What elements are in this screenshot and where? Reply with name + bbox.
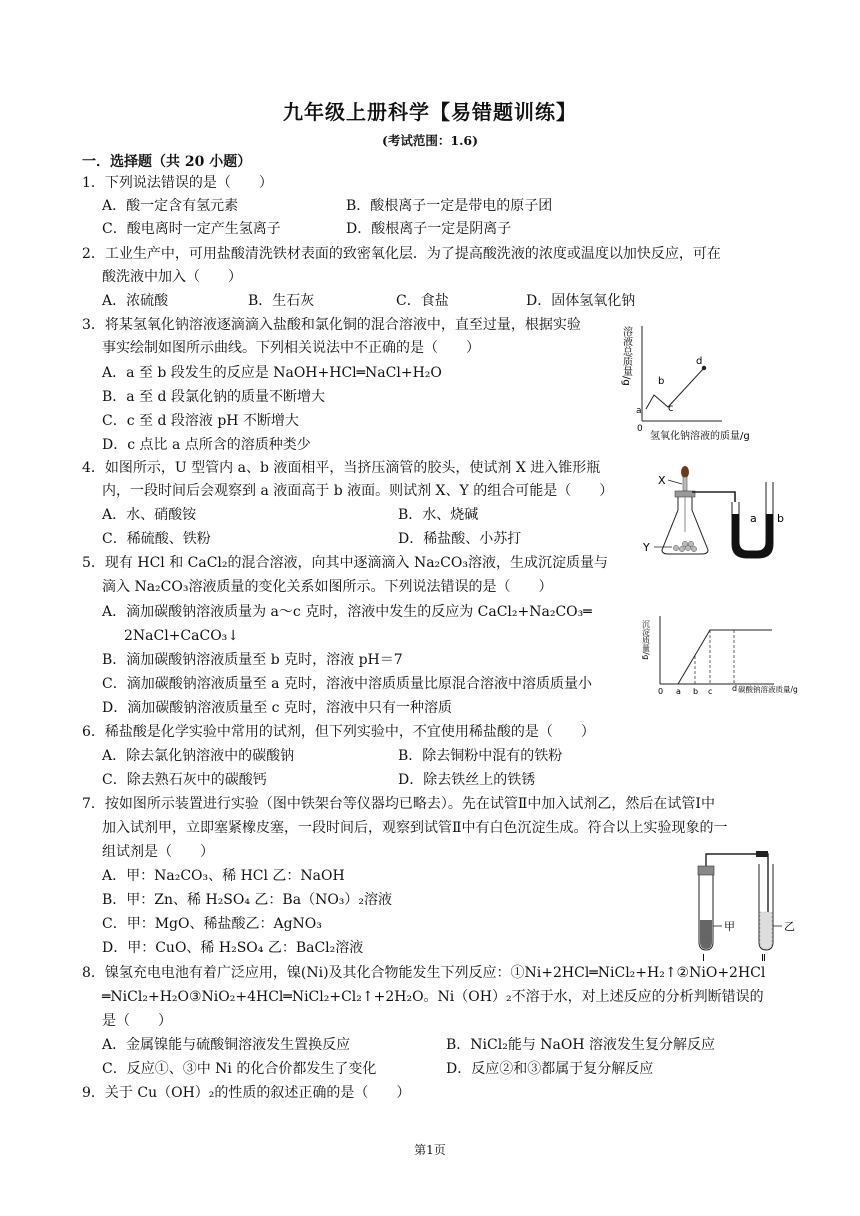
q3-stem-line1: 3．将某氢氧化钠溶液逐滴滴入盐酸和氯化铜的混合溶液中，直至过量，根据实验 <box>82 317 581 333</box>
q5-tick-d: d <box>732 684 738 693</box>
q6-option-b: B．除去铜粉中混有的铁粉 <box>398 748 563 764</box>
q8-stem-line2: ═NiCl₂+H₂O③NiO₂+4HCl═NiCl₂+Cl₂↑+2H₂O。Ni（OH）₂不溶于水，对上述反应的分析判断错误的 <box>102 989 764 1005</box>
q8-option-a: A．金属镍能与硫酸铜溶液发生置换反应 <box>102 1037 351 1053</box>
q2-option-c: C．食盐 <box>396 293 449 309</box>
q3-option-c: C．c 至 d 段溶液 pH 不断增大 <box>102 413 299 429</box>
q5-graph <box>641 608 798 708</box>
q5-x-label: 碳酸钠溶液质量/g <box>738 685 798 694</box>
q6-option-c: C．除去熟石灰中的碳酸钙 <box>102 772 267 788</box>
q5-option-d: D．滴加碳酸钠溶液质量至 c 克时，溶液中只有一种溶质 <box>102 700 452 716</box>
q4-option-a: A．水、硝酸铵 <box>102 507 197 523</box>
q4-label-x: X <box>658 474 666 487</box>
q7-label-yi: 乙 <box>784 920 795 933</box>
q1-option-a: A．酸一定含有氢元素 <box>102 198 239 214</box>
q5-tick-c: c <box>708 687 713 696</box>
q4-label-y: Y <box>643 541 650 554</box>
q2-option-b: B．生石灰 <box>248 293 315 309</box>
q3-option-a: A．a 至 b 段发生的反应是 NaOH+HCl═NaCl+H₂O <box>102 365 442 381</box>
q7-stem-line1: 7．按如图所示装置进行实验（图中铁架台等仪器均已略去）。先在试管Ⅱ中加入试剂乙，然后在试管Ⅰ中 <box>82 796 715 812</box>
q7-connector-joint <box>756 851 768 857</box>
q3-stem-line2: 事实绘制如图所示曲线。下列相关说法中不正确的是（ ） <box>102 340 480 356</box>
q2-stem-line2: 酸洗液中加入（ ） <box>102 269 242 285</box>
q4-option-d: D．稀盐酸、小苏打 <box>398 531 522 547</box>
q5-stem-line2: 滴入 Na₂CO₃溶液质量的变化关系如图所示。下列说法错误的是（ ） <box>102 579 553 595</box>
q4-label-a: a <box>750 512 757 525</box>
q7-option-d: D．甲：CuO、稀 H₂SO₄ 乙：BaCl₂溶液 <box>102 940 364 956</box>
q3-curve <box>646 368 704 409</box>
q3-x-label: 氢氧化钠溶液的质量/g <box>650 431 750 442</box>
q5-option-c: C．滴加碳酸钠溶液质量至 a 克时，溶液中溶质质量比原混合溶液中溶质质量小 <box>102 676 592 692</box>
page-number: 第1页 <box>414 1143 446 1157</box>
q1-option-d: D．酸根离子一定是阴离子 <box>346 221 512 237</box>
q7-stem-line2: 加入试剂甲，立即塞紧橡皮塞，一段时间后，观察到试管Ⅱ中有白色沉淀生成。符合以上实验现象的一 <box>102 820 728 836</box>
q4-stem-line1: 4．如图所示，U 型管内 a、b 液面相平，当挤压滴管的胶头，使试剂 X 进入锥形瓶 <box>82 460 601 476</box>
q5-option-b: B．滴加碳酸钠溶液质量至 b 克时，溶液 pH＝7 <box>102 652 403 668</box>
q2-option-a: A．浓硫酸 <box>102 293 169 309</box>
q7-option-b: B．甲：Zn、稀 H₂SO₄ 乙：Ba（NO₃）₂溶液 <box>102 892 393 908</box>
section-heading: 一．选择题（共 20 小题） <box>82 154 252 170</box>
q8-stem-line3: 是（ ） <box>102 1013 172 1029</box>
q8-option-b: B．NiCl₂能与 NaOH 溶液发生复分解反应 <box>446 1037 716 1053</box>
q7-tube-2-liquid <box>760 912 772 949</box>
q5-curve <box>660 630 772 684</box>
q3-y-label: 溶液总质量/g <box>620 326 632 386</box>
q3-label-d: d <box>696 356 703 367</box>
q3-label-b: b <box>658 376 665 387</box>
q5-tick-b: b <box>693 687 699 696</box>
q8-option-d: D．反应②和③都属于复分解反应 <box>446 1061 654 1077</box>
q1-option-c: C．酸电离时一定产生氢离子 <box>102 221 281 237</box>
q3-option-d: D．c 点比 a 点所含的溶质种类少 <box>102 437 311 453</box>
q2-stem-line1: 2．工业生产中，可用盐酸清洗铁材表面的致密氧化层．为了提高酸洗液的浓度或温度以加快反应，可在 <box>82 246 721 262</box>
q4-dropper-bulb <box>681 466 689 478</box>
q5-tick-0: 0 <box>658 687 664 696</box>
q7-stopper <box>698 866 714 875</box>
q9-stem: 9．关于 Cu（OH）₂的性质的叙述正确的是（ ） <box>82 1085 411 1101</box>
q3-graph <box>620 318 774 448</box>
q6-option-d: D．除去铁丝上的铁锈 <box>398 772 536 788</box>
q3-origin: 0 <box>637 424 643 434</box>
q8-stem-line1: 8．镍氢充电电池有着广泛应用，镍(Ni)及其化合物能发生下列反应：①Ni+2HCl═NiCl₂+H₂↑②NiO+2HCl <box>82 965 766 981</box>
q5-option-a-line2: 2NaCl+CaCO₃↓ <box>124 628 240 644</box>
q3-label-c: c <box>668 403 674 414</box>
q3-label-a: a <box>636 406 642 416</box>
q4-option-b: B．水、烧碱 <box>398 507 479 523</box>
q5-stem-line1: 5．现有 HCl 和 CaCl₂的混合溶液，向其中逐滴滴入 Na₂CO₃溶液，生成沉淀质量与 <box>82 555 608 571</box>
q3-option-b: B．a 至 d 段氯化钠的质量不断增大 <box>102 389 325 405</box>
q1-stem: 1．下列说法错误的是（ ） <box>82 175 273 191</box>
q4-label-b: b <box>777 512 784 525</box>
q4-option-c: C．稀硫酸、铁粉 <box>102 531 211 547</box>
q4-apparatus <box>640 462 800 562</box>
q4-stem-line2: 内，一段时间后会观察到 a 液面高于 b 液面。则试剂 X、Y 的组合可能是（ ） <box>102 483 614 499</box>
q6-stem: 6．稀盐酸是化学实验中常用的试剂，但下列实验中，不宜使用稀盐酸的是（ ） <box>82 724 595 740</box>
q5-tick-a: a <box>676 687 681 696</box>
q3-point-d <box>702 366 706 370</box>
q7-label-jia: 甲 <box>724 920 735 933</box>
q8-option-c: C．反应①、③中 Ni 的化合价都发生了变化 <box>102 1061 377 1077</box>
exam-scope: (考试范围：1.6) <box>381 133 479 148</box>
page-title: 九年级上册科学【易错题训练】 <box>283 100 577 124</box>
q7-stem-line3: 组试剂是（ ） <box>102 844 214 860</box>
q7-option-a: A．甲：Na₂CO₃、稀 HCl 乙：NaOH <box>102 868 345 884</box>
q7-apparatus <box>688 850 828 962</box>
q7-tube-1-solid <box>700 920 712 949</box>
q7-option-c: C．甲：MgO、稀盐酸乙：AgNO₃ <box>102 916 322 932</box>
q7-label-t2: Ⅱ <box>761 953 766 964</box>
q4-dropper-tube <box>683 477 687 491</box>
q7-label-t1: Ⅰ <box>702 953 705 964</box>
q2-option-d: D．固体氢氧化钠 <box>526 293 636 309</box>
q1-option-b: B．酸根离子一定是带电的原子团 <box>346 198 553 214</box>
q5-option-a-line1: A．滴加碳酸钠溶液质量为 a～c 克时，溶液中发生的反应为 CaCl₂+Na₂CO₃═ <box>102 604 592 620</box>
q5-y-label: 沉淀质量/g <box>641 620 651 660</box>
q4-connector <box>692 492 735 502</box>
q4-x-pointer <box>668 480 682 484</box>
q4-solid-y <box>673 541 696 551</box>
q6-option-a: A．除去氯化钠溶液中的碳酸钠 <box>102 748 295 764</box>
